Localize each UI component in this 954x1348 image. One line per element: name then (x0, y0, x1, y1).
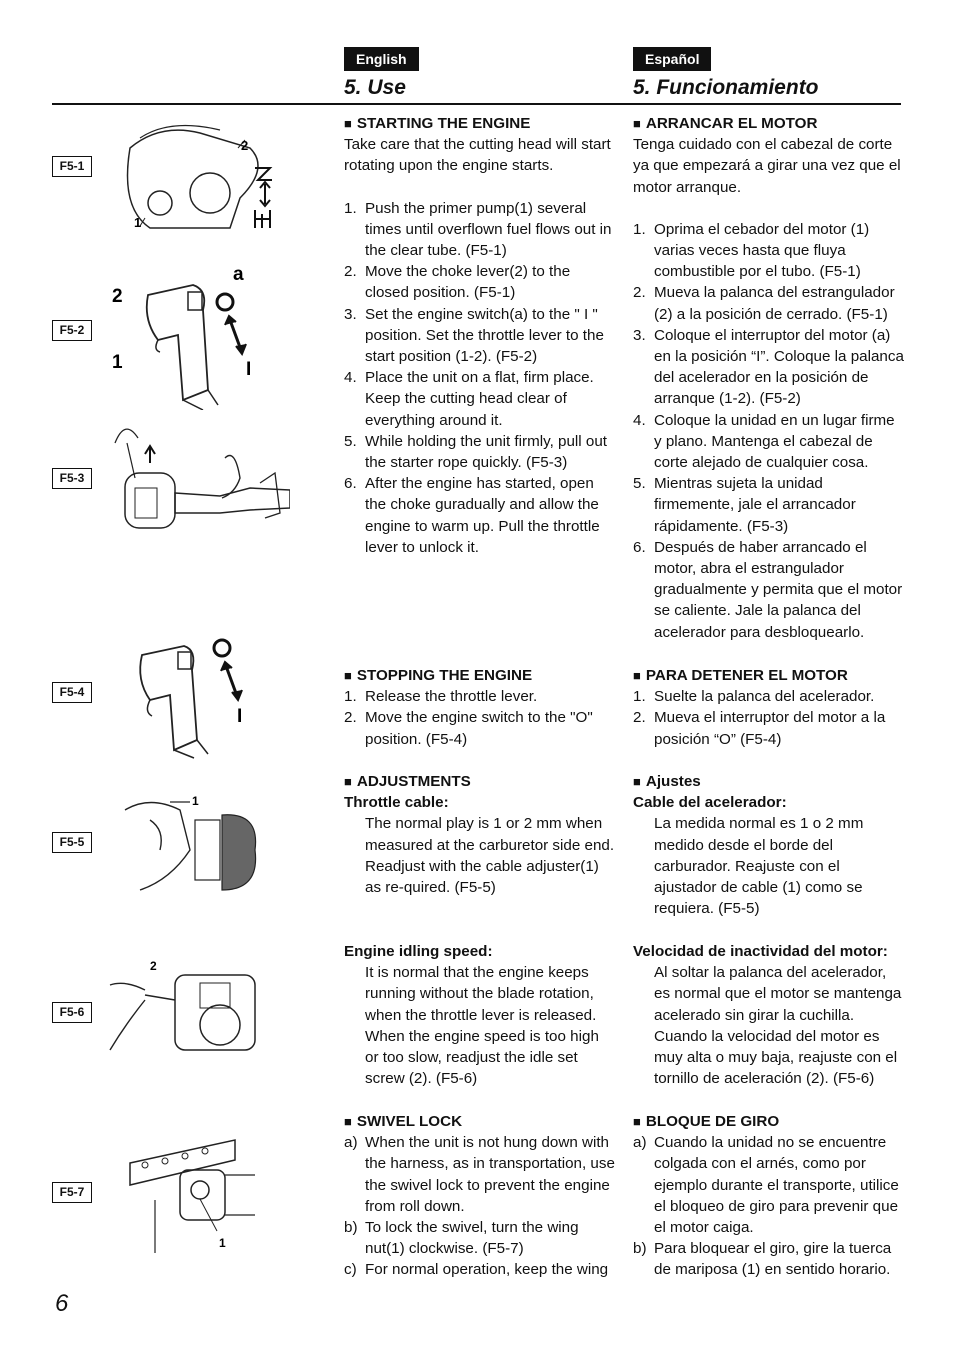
figure-label-f5-1: F5-1 (52, 156, 92, 177)
list-item: 1. Oprima el cebador del motor (1) varias veces hasta que fluya combustible por el tubo. (F5-1) (633, 220, 870, 281)
list-item: c) For normal operation, keep the wing (344, 1261, 609, 1279)
callout-1: 1 (134, 215, 142, 230)
list-item: 2. Mueva la palanca del estrangulador (2) a la posición de cerrado. (F5-1) (633, 284, 895, 323)
english-language-tab: English (344, 47, 419, 71)
list-item: 2. Move the engine switch to the "O" position. (F5-4) (344, 709, 593, 748)
list-item: 1. Suelte la palanca del acelerador. (633, 688, 875, 706)
callout-1: 1 (192, 794, 199, 808)
english-swivel-section (344, 1111, 616, 1281)
english-stopping-section (344, 665, 616, 750)
spanish-swivel-section (633, 1111, 905, 1281)
callout-2: 2 (241, 138, 249, 153)
list-item: b) To lock the swivel, turn the wing nut(1) clockwise. (F5-7) (344, 1219, 579, 1258)
spanish-stopping-section (633, 665, 905, 750)
figure-label-f5-7: F5-7 (52, 1182, 92, 1203)
throttle-cable-text: The normal play is 1 or 2 mm when measured at the carburetor side end. Readjust with the cable adjuster(1) as re-quired. (F5-5) (365, 815, 615, 897)
header-rule (52, 103, 901, 105)
list-item: 5. Mientras sujeta la unidad firmemente, jale el arrancador rápidamente. (F5-3) (633, 475, 856, 535)
list-item: 4. Place the unit on a flat, firm place. Keep the cutting head clear of everything around it. (344, 369, 594, 429)
figure-f5-4-switch-off-illustration (122, 630, 262, 760)
starting-steps-list (344, 198, 616, 558)
heading-arrancar-motor: ■ ARRANCAR EL MOTOR (633, 113, 905, 134)
list-item: 1. Push the primer pump(1) several times until overflown fuel flows out in the clear tube. (F5-1) (344, 199, 612, 260)
spanish-column (633, 113, 905, 1293)
figure-f5-2-engine-switch-illustration (108, 260, 268, 410)
figure-label-f5-4: F5-4 (52, 682, 92, 703)
figure-label-f5-3: F5-3 (52, 468, 92, 489)
idle-speed-title: Engine idling speed: (344, 943, 493, 960)
figure-f5-7-swivel-lock-illustration (125, 1135, 265, 1255)
heading-ajustes: ■ Ajustes (633, 771, 905, 792)
stopping-steps-list (344, 686, 616, 750)
english-section-title: 5. Use (344, 76, 406, 99)
figure-f5-1-primer-choke-illustration (100, 118, 290, 243)
figure-f5-5-throttle-cable-illustration (110, 790, 260, 905)
list-item: b) Para bloquear el giro, gire la tuerca de mariposa (1) en sentido horario. (633, 1240, 892, 1279)
callout-a: a (233, 264, 244, 285)
throttle-cable-title: Cable del acelerador: (633, 794, 787, 812)
heading-adjustments: ■ ADJUSTMENTS (344, 771, 616, 792)
spanish-section-title: 5. Funcionamiento (633, 76, 819, 99)
starting-intro: Tenga cuidado con el cabezal de corte ya que empezará a girar una vez que el motor arranque. (633, 136, 901, 196)
figure-label-f5-5: F5-5 (52, 832, 92, 853)
starting-steps-list (633, 219, 905, 643)
list-item: 1. Release the throttle lever. (344, 688, 538, 706)
swivel-items-list (633, 1132, 905, 1280)
list-item: a) Cuando la unidad no se encuentre colgada con el arnés, como por ejemplo durante el transporte, utilice el bloqueo de giro para prevenir que el motor caiga. (633, 1134, 899, 1237)
figure-f5-6-idle-screw-illustration (105, 955, 265, 1065)
list-item: 3. Coloque el interruptor del motor (a) en la posición “I”. Coloque la palanca del acelerador en la posición de arranque (1-2). (F5-2) (633, 326, 904, 408)
spanish-language-tab: Español (633, 47, 711, 71)
spanish-idle-section (633, 941, 905, 1089)
list-item: 2. Move the choke lever(2) to the closed position. (F5-1) (344, 263, 571, 302)
stopping-steps-list (633, 686, 905, 750)
list-item: 6. After the engine has started, open the choke guradually and allow the engine to warm up. Pull the throttle lever to unlock it. (344, 475, 600, 556)
swivel-items-list (344, 1132, 616, 1280)
figure-label-f5-6: F5-6 (52, 1002, 92, 1023)
english-adjustments-section (344, 771, 616, 898)
figure-label-f5-2: F5-2 (52, 320, 92, 341)
heading-swivel-lock: ■ SWIVEL LOCK (344, 1111, 616, 1132)
position-i-mark: I (237, 706, 243, 727)
page-number: 6 (55, 1290, 69, 1317)
list-item: 3. Set the engine switch(a) to the " I " position. Set the throttle lever to the start position (1-2). (F5-2) (344, 305, 604, 366)
spanish-adjustments-section (633, 771, 905, 919)
callout-1: 1 (219, 1236, 226, 1250)
heading-stopping-engine: ■ STOPPING THE ENGINE (344, 665, 616, 686)
heading-starting-engine: ■ STARTING THE ENGINE (344, 113, 616, 134)
english-starting-section (344, 113, 616, 558)
english-column (344, 113, 616, 1293)
idle-speed-text: Al soltar la palanca del acelerador, es normal que el motor se mantenga acelerado sin girar la cuchilla. Cuando la velocidad del motor es muy alta o muy baja, reajuste con el tornillo de aceleración (2). (F5-6) (654, 964, 902, 1088)
position-i-mark: I (246, 359, 252, 380)
starting-intro: Take care that the cutting head will start rotating upon the engine starts. (344, 136, 611, 175)
callout-1: 1 (112, 352, 123, 373)
callout-2: 2 (112, 286, 123, 307)
list-item: 2. Mueva el interruptor del motor a la posición “O” (F5-4) (633, 709, 886, 748)
callout-2: 2 (150, 959, 157, 973)
throttle-cable-text: La medida normal es 1 o 2 mm medido desde el borde del carburador. Reajuste con el ajustador de cable (1) como se requiera. (F5-5) (654, 815, 864, 918)
list-item: a) When the unit is not hung down with the harness, as in transportation, use the swivel lock to prevent the engine from roll down. (344, 1134, 615, 1215)
idle-speed-title: Velocidad de inactividad del motor: (633, 943, 888, 960)
english-idle-section (344, 941, 616, 1089)
throttle-cable-title: Throttle cable: (344, 794, 449, 812)
idle-speed-text: It is normal that the engine keeps running without the blade rotation, when the throttle lever is released. When the engine speed is too high or too slow, readjust the idle set screw (2). (F5-6) (365, 964, 599, 1088)
list-item: 6. Después de haber arrancado el motor, abra el estrangulador gradualmente y permita que el motor se caliente. Jale la palanca del acelerador para desbloquearlo. (633, 538, 903, 641)
list-item: 5. While holding the unit firmly, pull out the starter rope quickly. (F5-3) (344, 432, 607, 472)
list-item: 4. Coloque la unidad en un lugar firme y plano. Mantenga el cabezal de corte alejado de cualquier cosa. (633, 411, 895, 472)
figure-f5-3-starter-pull-illustration (110, 418, 290, 533)
heading-bloque-giro: ■ BLOQUE DE GIRO (633, 1111, 905, 1132)
heading-detener-motor: ■ PARA DETENER EL MOTOR (633, 665, 905, 686)
spanish-starting-section (633, 113, 905, 643)
